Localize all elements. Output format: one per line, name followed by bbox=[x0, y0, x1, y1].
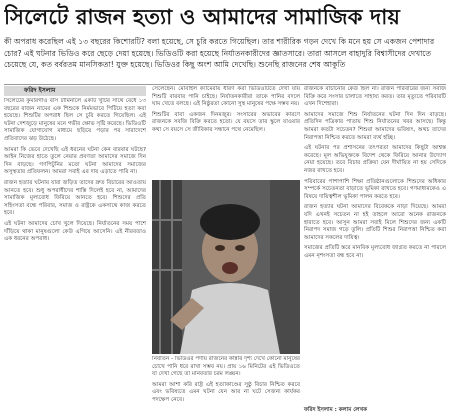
paragraph: এই ঘটনা আমাদের চোখ খুলে দিয়েছে। নির্যাতনের সময় পাশে দাঁড়িয়ে থাকা মানুষগুলো কেউ এগিয়ে আসেনি। এই নীরবতাও এক ধরনের অপরাধ। bbox=[4, 220, 146, 243]
paragraph: রাজনকে বাঁচানোর কেউ ছিল না। রাজন পরিবারের জন্য সবজি বিক্রি করে সংসার চালাতে সাহায্য করত। তার মৃত্যুতে পরিবারটি এখন দিশেহারা। bbox=[304, 86, 446, 108]
news-photo bbox=[152, 180, 300, 354]
lede-paragraph: কী অপরাধ করেছিল এই ১৩ বছরের কিশোরটি? বলা হয়েছে, সে চুরি করতে গিয়েছিল। তার শারীরিক গড়ন দেখে কি মনে হয় সে একজন পেশাদার চোর? এই ঘটনার ভিডিও করে ছেড়ে দেয়া হয়েছে। ভিডিওটি করা হয়েছে নির্যাতনকারীদের জ্ঞাতসারে। তারা আসলে বাহাদুরি বিশ্বাসীদের দেখাতে চেয়েছে যে, কত বর্বরতম মানসিকতা! যুক্ত হয়েছে। ভিডিওর কিছু অংশ আমি দেখেছি। শুনেছি রাজনের শেষ আকুতি bbox=[4, 37, 435, 69]
paragraph: এই ঘটনার পর প্রশাসনের তৎপরতা আমাদের কিছুটা আশ্বস্ত করেছে। মূল অভিযুক্তকে বিদেশ থেকে ফিরিয়ে আনার উদ্যোগ নেয়া হয়েছে। তবে বিচার প্রক্রিয়া যেন দীর্ঘায়িত না হয় সেদিকে নজর রাখতে হবে। bbox=[304, 145, 446, 174]
author-credit: ফরিদ ইসলাম : কলাম লেখক bbox=[304, 407, 367, 413]
column-middle-top bbox=[152, 86, 300, 178]
photo-illustration bbox=[152, 180, 300, 354]
paragraph: আমাদের সমাজে শিশু নির্যাতনের ঘটনা দিন দিন বাড়ছে। প্রতিদিন পত্রিকার পাতায় শিশু নির্যাতনের খবর আসছে। কিন্তু আমরা কতটা সচেতন? শিশুরা আমাদের ভবিষ্যৎ, অথচ তাদের নিরাপত্তা নিশ্চিত করতে আমরা ব্যর্থ হচ্ছি। bbox=[304, 111, 446, 141]
column-middle-bottom bbox=[152, 356, 300, 412]
divider bbox=[4, 84, 446, 85]
column-left bbox=[4, 98, 146, 410]
paragraph: নির্যাতন - ভিডিওর পর্দায় রাজনের কান্নার দৃশ্য দেখে কোনো মানুষের চোখে পানি ধরে রাখা সম্ভব নয়। প্রায় ১৬ মিনিটের এই ভিডিওতে যা দেখা গেছে তা মানবতার চরম লঙ্ঘন। bbox=[152, 356, 300, 378]
paragraph: সমাজের প্রতিটি স্তরে মানবিক মূল্যবোধ জাগ্রত করতে না পারলে এমন নৃশংসতা বন্ধ হবে না। bbox=[304, 245, 446, 259]
column-right bbox=[304, 86, 446, 404]
paragraph: আমরা কি ভেবে দেখেছি এই ধরনের ঘটনা কেন বারবার ঘটছে? আইন নিজের হাতে তুলে নেয়ার প্রবণতা আমাদের সমাজে দিন দিন বাড়ছে। গণপিটুনির মতো ঘটনা আমাদের সমাজের অসুস্থতার প্রতিফলন। আমরা সবাই এর দায় এড়াতে পারি না। bbox=[4, 146, 146, 176]
paragraph: সিলেটের কুমারগাঁও বাস টার্মিনালে একটি খুঁটির সাথে বেঁধে ১৩ বছরের রাজন নামের এক শিশুকে নির্মমভাবে পিটিয়ে হত্যা করা হয়েছে। শিশুটির অপরাধ ছিল সে চুরি করতে গিয়েছিল। এই ঘটনা দেশজুড়ে মানুষের মনে গভীর ক্ষোভ সৃষ্টি করেছে। ভিডিওটি সামাজিক যোগাযোগ মাধ্যমে ছড়িয়ে পড়ার পর সারাদেশে প্রতিবাদের ঝড় উঠেছে। bbox=[4, 98, 146, 142]
paragraph: সেলেছেন। মোবাইল ক্যামেরায় ধারণ করা ভিডিওটিতে দেখা যায় শিশুটি বারবার পানি চাইছে। নির্যাতনকারীরা তাকে পানির বদলে ঘাম খেতে বলছে। এই নিষ্ঠুরতা কোনো সুস্থ মানুষের পক্ষে সম্ভব নয়। bbox=[152, 86, 300, 108]
headline: সিলেটে রাজন হত্যা ও আমাদের সামাজিক দায় bbox=[4, 5, 401, 29]
paragraph: শিশুটির বাবা একজন দিনমজুর। সংসারের অভাবের কারণে রাজনকে সবজি বিক্রি করতে হতো। যে বয়সে তার স্কুলে যাওয়ার কথা সে বয়সে সে জীবিকার সন্ধানে পথে নেমেছিল। bbox=[152, 111, 300, 133]
byline: ফরিদ ইসলাম bbox=[4, 86, 146, 96]
paragraph: পরিবারের পাশাপাশি শিক্ষা প্রতিষ্ঠানগুলোকে শিশুদের অধিকার সম্পর্কে সচেতনতা বাড়াতে ভূমিকা রাখতে হবে। গণমাধ্যমকেও এ বিষয়ে দায়িত্বশীল ভূমিকা পালন করতে হবে। bbox=[304, 178, 446, 200]
paragraph: রাজন হত্যার ঘটনায় যারা জড়িত তাদের দ্রুত বিচারের আওতায় আনতে হবে। শুধু অপরাধীদের শাস্তি দিলেই হবে না, আমাদের সামাজিক মূল্যবোধ ফিরিয়ে আনতে হবে। শিশুদের প্রতি সহিংসতা বন্ধে পরিবার, সমাজ ও রাষ্ট্রকে একসাথে কাজ করতে হবে। bbox=[4, 179, 146, 217]
paragraph: রাজন হত্যার ঘটনা আমাদের বিবেককে নাড়া দিয়েছে। আমরা যদি এখনই সচেতন না হই তাহলে আরো অনেক রাজনকে হারাতে হবে। আসুন আমরা সবাই মিলে শিশুদের জন্য একটি নিরাপদ সমাজ গড়ে তুলি। প্রতিটি শিশুর নিরাপত্তা নিশ্চিত করা আমাদের সকলের দায়িত্ব। bbox=[304, 204, 446, 241]
paragraph: আমরা আশা করি রাষ্ট্র এই হত্যাকাণ্ডের সুষ্ঠু বিচার নিশ্চিত করবে এবং ভবিষ্যতে এমন ঘটনা যেন আর না ঘটে সেজন্য কার্যকর পদক্ষেপ নেবে। bbox=[152, 381, 300, 403]
